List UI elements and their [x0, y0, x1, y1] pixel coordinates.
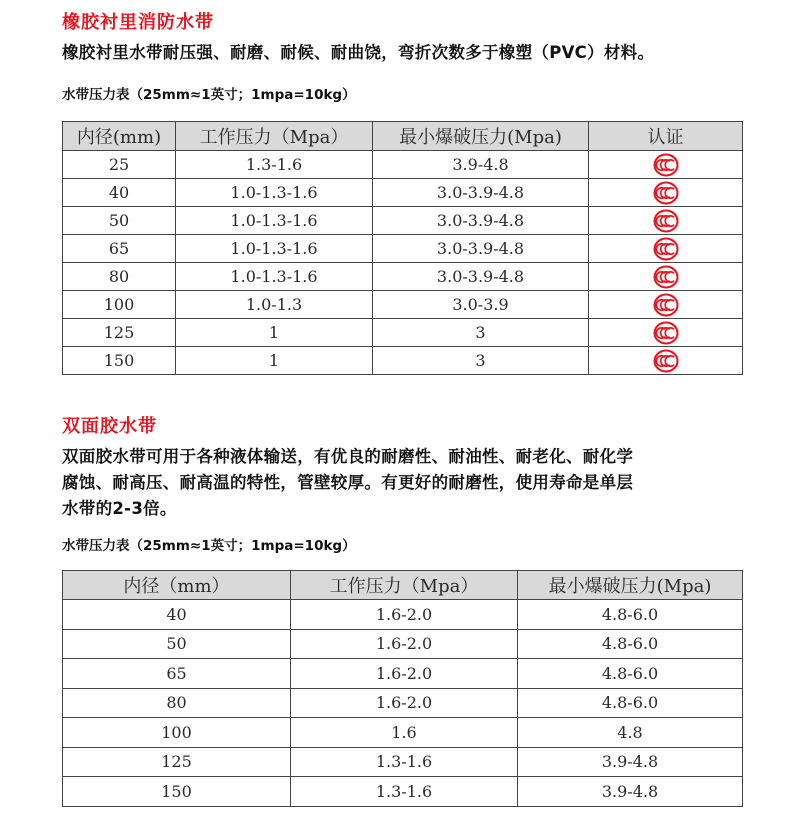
section1-title: 橡胶衬里消防水带: [62, 12, 214, 33]
table-row: [63, 179, 743, 207]
table-row: [63, 659, 743, 689]
cell-burst-pressure: 3.9-4.8: [373, 151, 589, 179]
header-working-pressure: 工作压力（Mpa）: [176, 122, 373, 151]
cell-certification: [589, 347, 743, 375]
header-inner-diameter: 内径（mm）: [63, 571, 291, 600]
cell-inner-diameter: 65: [63, 659, 291, 689]
table-row: [63, 777, 743, 807]
table-row: [63, 688, 743, 718]
cell-burst-pressure: 3.0-3.9-4.8: [373, 263, 589, 291]
cell-burst-pressure: 3.0-3.9-4.8: [373, 235, 589, 263]
cell-working-pressure: 1.0-1.3-1.6: [176, 235, 373, 263]
cell-working-pressure: 1.0-1.3-1.6: [176, 179, 373, 207]
cell-inner-diameter: 100: [63, 718, 291, 748]
cell-inner-diameter: 150: [63, 347, 176, 375]
header-working-pressure: 工作压力（Mpa）: [291, 571, 518, 600]
ccc-certification-icon: [653, 181, 679, 205]
cell-burst-pressure: 3.0-3.9-4.8: [373, 179, 589, 207]
section2-description-line1: 双面胶水带可用于各种液体输送，有优良的耐磨性、耐油性、耐老化、耐化学: [62, 447, 634, 466]
cell-inner-diameter: 100: [63, 291, 176, 319]
header-certification: 认证: [589, 122, 743, 151]
cell-working-pressure: 1.3-1.6: [291, 747, 518, 777]
section1-pressure-note: 水带压力表（25mm≈1英寸；1mpa=10kg）: [62, 87, 356, 103]
ccc-certification-icon: [653, 321, 679, 345]
table-row: [63, 319, 743, 347]
cell-burst-pressure: 3.9-4.8: [518, 747, 743, 777]
section1-description: 橡胶衬里水带耐压强、耐磨、耐候、耐曲饶，弯折次数多于橡塑（PVC）材料。: [62, 43, 655, 62]
cell-working-pressure: 1.6-2.0: [291, 688, 518, 718]
cell-inner-diameter: 40: [63, 179, 176, 207]
cell-certification: [589, 263, 743, 291]
table-row: [63, 263, 743, 291]
section2-pressure-note: 水带压力表（25mm≈1英寸；1mpa=10kg）: [62, 538, 356, 554]
cell-working-pressure: 1.6-2.0: [291, 629, 518, 659]
cell-working-pressure: 1.0-1.3-1.6: [176, 207, 373, 235]
header-burst-pressure: 最小爆破压力(Mpa): [518, 571, 743, 600]
ccc-certification-icon: [653, 349, 679, 373]
header-inner-diameter: 内径(mm): [63, 122, 176, 151]
cell-working-pressure: 1.3-1.6: [291, 777, 518, 807]
cell-inner-diameter: 65: [63, 235, 176, 263]
cell-working-pressure: 1.3-1.6: [176, 151, 373, 179]
cell-certification: [589, 151, 743, 179]
cell-working-pressure: 1.0-1.3-1.6: [176, 263, 373, 291]
cell-inner-diameter: 40: [63, 600, 291, 630]
cell-inner-diameter: 125: [63, 319, 176, 347]
cell-working-pressure: 1.0-1.3: [176, 291, 373, 319]
cell-inner-diameter: 125: [63, 747, 291, 777]
cell-certification: [589, 235, 743, 263]
section2-description-line2: 腐蚀、耐高压、耐高温的特性，管壁较厚。有更好的耐磨性，使用寿命是单层: [62, 473, 634, 492]
table-row: [63, 207, 743, 235]
table-row: [63, 235, 743, 263]
section2-title: 双面胶水带: [62, 416, 157, 437]
cell-working-pressure: 1: [176, 347, 373, 375]
cell-burst-pressure: 3.0-3.9-4.8: [373, 207, 589, 235]
rubber-hose-pressure-table: [62, 121, 743, 375]
cell-burst-pressure: 4.8: [518, 718, 743, 748]
ccc-certification-icon: [653, 209, 679, 233]
cell-certification: [589, 207, 743, 235]
table-row: [63, 347, 743, 375]
cell-burst-pressure: 3.9-4.8: [518, 777, 743, 807]
cell-working-pressure: 1.6-2.0: [291, 659, 518, 689]
cell-inner-diameter: 50: [63, 629, 291, 659]
ccc-certification-icon: [653, 265, 679, 289]
table-row: [63, 747, 743, 777]
cell-working-pressure: 1: [176, 319, 373, 347]
cell-burst-pressure: 3: [373, 319, 589, 347]
cell-working-pressure: 1.6: [291, 718, 518, 748]
cell-inner-diameter: 50: [63, 207, 176, 235]
section2-description: [62, 444, 633, 522]
cell-inner-diameter: 25: [63, 151, 176, 179]
double-sided-hose-pressure-table: [62, 570, 743, 807]
cell-burst-pressure: 4.8-6.0: [518, 600, 743, 630]
cell-burst-pressure: 4.8-6.0: [518, 688, 743, 718]
table-header-row: [63, 122, 743, 151]
table-header-row: [63, 571, 743, 600]
table-row: [63, 600, 743, 630]
table-row: [63, 629, 743, 659]
header-burst-pressure: 最小爆破压力(Mpa): [373, 122, 589, 151]
cell-certification: [589, 319, 743, 347]
cell-inner-diameter: 80: [63, 688, 291, 718]
cell-certification: [589, 179, 743, 207]
cell-burst-pressure: 3: [373, 347, 589, 375]
table-row: [63, 151, 743, 179]
cell-burst-pressure: 3.0-3.9: [373, 291, 589, 319]
ccc-certification-icon: [653, 237, 679, 261]
cell-working-pressure: 1.6-2.0: [291, 600, 518, 630]
cell-inner-diameter: 150: [63, 777, 291, 807]
ccc-certification-icon: [653, 293, 679, 317]
section2-description-line3: 水带的2-3倍。: [62, 499, 177, 518]
ccc-certification-icon: [653, 153, 679, 177]
table-row: [63, 291, 743, 319]
cell-certification: [589, 291, 743, 319]
cell-burst-pressure: 4.8-6.0: [518, 629, 743, 659]
cell-burst-pressure: 4.8-6.0: [518, 659, 743, 689]
table-row: [63, 718, 743, 748]
cell-inner-diameter: 80: [63, 263, 176, 291]
